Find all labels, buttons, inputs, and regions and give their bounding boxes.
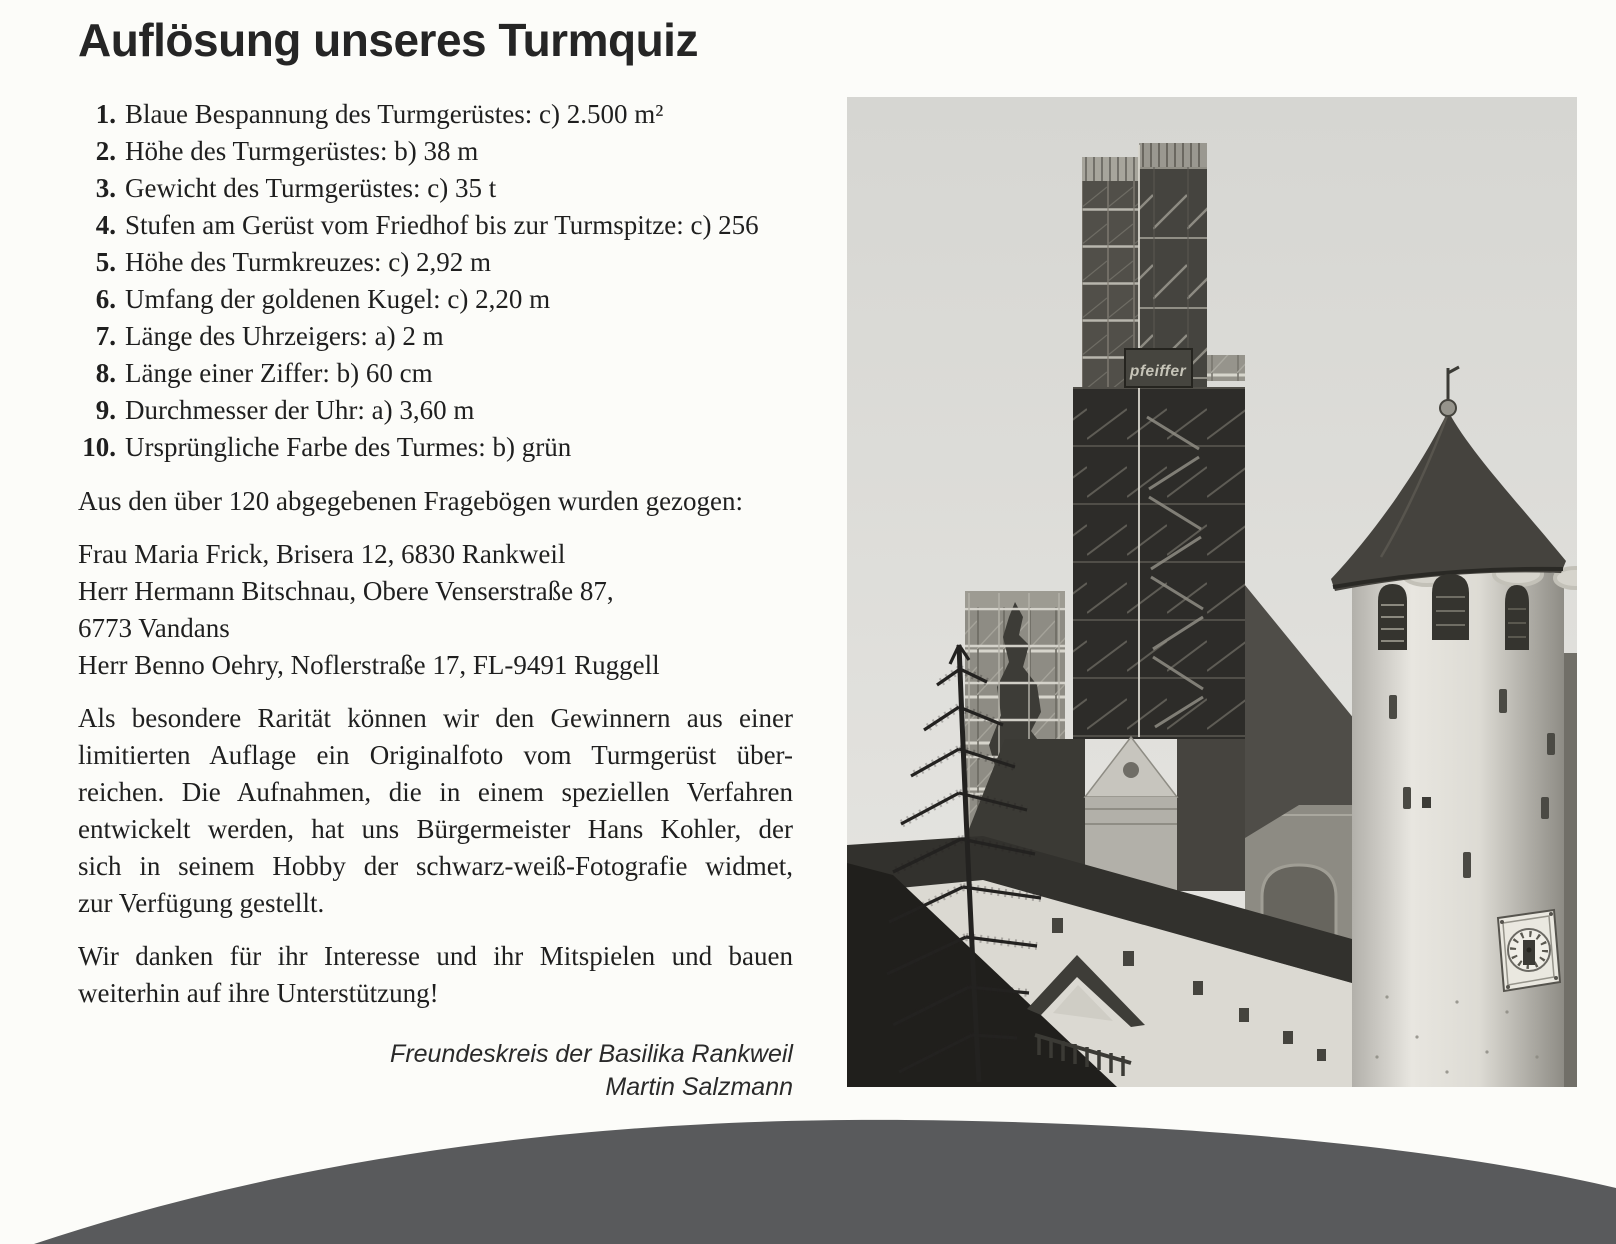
- tower-photo: [847, 97, 1577, 1087]
- tower-photo-svg: [847, 97, 1577, 1087]
- quiz-answer: [78, 392, 793, 429]
- quiz-answer-text: Blaue Bespannung des Turmgerüstes: c) 2.500 m²: [125, 99, 664, 129]
- quiz-answer-number: 1.: [95, 99, 116, 129]
- rarity-paragraph: [78, 700, 793, 922]
- quiz-answer-text: Stufen am Gerüst vom Friedhof bis zur Turmspitze: c) 256: [125, 210, 759, 240]
- quiz-answer-number: 6.: [95, 284, 116, 314]
- quiz-answer-text: Länge einer Ziffer: b) 60 cm: [125, 358, 433, 388]
- quiz-answer-text: Länge des Uhrzeigers: a) 2 m: [125, 321, 444, 351]
- quiz-answer-text: Höhe des Turmkreuzes: c) 2,92 m: [125, 247, 491, 277]
- paragraph-line: reichen. Die Aufnahmen, die in einem speziellen Verfahren: [78, 777, 793, 807]
- winner-line: 6773 Vandans: [78, 613, 230, 643]
- thanks-paragraph: [78, 938, 793, 1012]
- signature-line-author: Martin Salzmann: [605, 1073, 793, 1101]
- quiz-answer: [78, 244, 793, 281]
- quiz-answer-number: 10.: [82, 432, 116, 462]
- winner-line: Herr Benno Oehry, Noflerstraße 17, FL-9491 Ruggell: [78, 650, 660, 680]
- paragraph-line: limitierten Auflage ein Originalfoto vom Turmgerüst über-: [78, 740, 793, 770]
- winners-list: [78, 536, 793, 684]
- page-title: Auflösung unseres Turmquiz: [78, 14, 698, 66]
- winner-line: Herr Hermann Bitschnau, Obere Venserstraße 87,: [78, 576, 614, 606]
- paragraph-line: zur Verfügung gestellt.: [78, 888, 325, 918]
- draw-intro-line: Aus den über 120 abgegebenen Fragebögen wurden gezogen:: [78, 486, 744, 516]
- quiz-answer: [78, 170, 793, 207]
- quiz-answer-text: Durchmesser der Uhr: a) 3,60 m: [125, 395, 475, 425]
- quiz-answer-text: Höhe des Turmgerüstes: b) 38 m: [125, 136, 479, 166]
- tower-clock: [1498, 910, 1560, 991]
- quiz-answer: [78, 355, 793, 392]
- quiz-answer: [78, 207, 793, 244]
- quiz-answer-number: 9.: [95, 395, 116, 425]
- paragraph-line: entwickelt werden, hat uns Bürgermeister Hans Kohler, der: [78, 814, 793, 844]
- quiz-answer-text: Gewicht des Turmgerüstes: c) 35 t: [125, 173, 497, 203]
- quiz-answer-number: 5.: [95, 247, 116, 277]
- quiz-answer-number: 2.: [95, 136, 116, 166]
- quiz-answer-number: 4.: [95, 210, 116, 240]
- quiz-answer-text: Umfang der goldenen Kugel: c) 2,20 m: [125, 284, 551, 314]
- signature-line-organization: Freundeskreis der Basilika Rankweil: [390, 1040, 793, 1068]
- bottom-arc-decoration: [0, 1060, 1616, 1244]
- article-column: [78, 14, 793, 1104]
- scaffold-banner: [1125, 349, 1192, 387]
- quiz-answer-number: 8.: [95, 358, 116, 388]
- quiz-answer: [78, 318, 793, 355]
- quiz-answer-number: 3.: [95, 173, 116, 203]
- quiz-answer: [78, 133, 793, 170]
- paragraph-line: Als besondere Rarität können wir den Gewinnern aus einer: [78, 703, 793, 733]
- paragraph-line: sich in seinem Hobby der schwarz-weiß-Fotografie widmet,: [78, 851, 793, 881]
- quiz-answer-list: [78, 96, 793, 466]
- quiz-answer-text: Ursprüngliche Farbe des Turmes: b) grün: [125, 432, 572, 462]
- quiz-answer: [78, 96, 793, 133]
- quiz-answer: [78, 429, 793, 466]
- winner-line: Frau Maria Frick, Brisera 12, 6830 Rankweil: [78, 539, 566, 569]
- quiz-answer-number: 7.: [95, 321, 116, 351]
- paragraph-line: Wir danken für ihr Interesse und ihr Mitspielen und bauen: [78, 941, 793, 971]
- banner-text: pfeiffer: [1129, 363, 1187, 380]
- quiz-answer: [78, 281, 793, 318]
- paragraph-line: weiterhin auf ihre Unterstützung!: [78, 978, 439, 1008]
